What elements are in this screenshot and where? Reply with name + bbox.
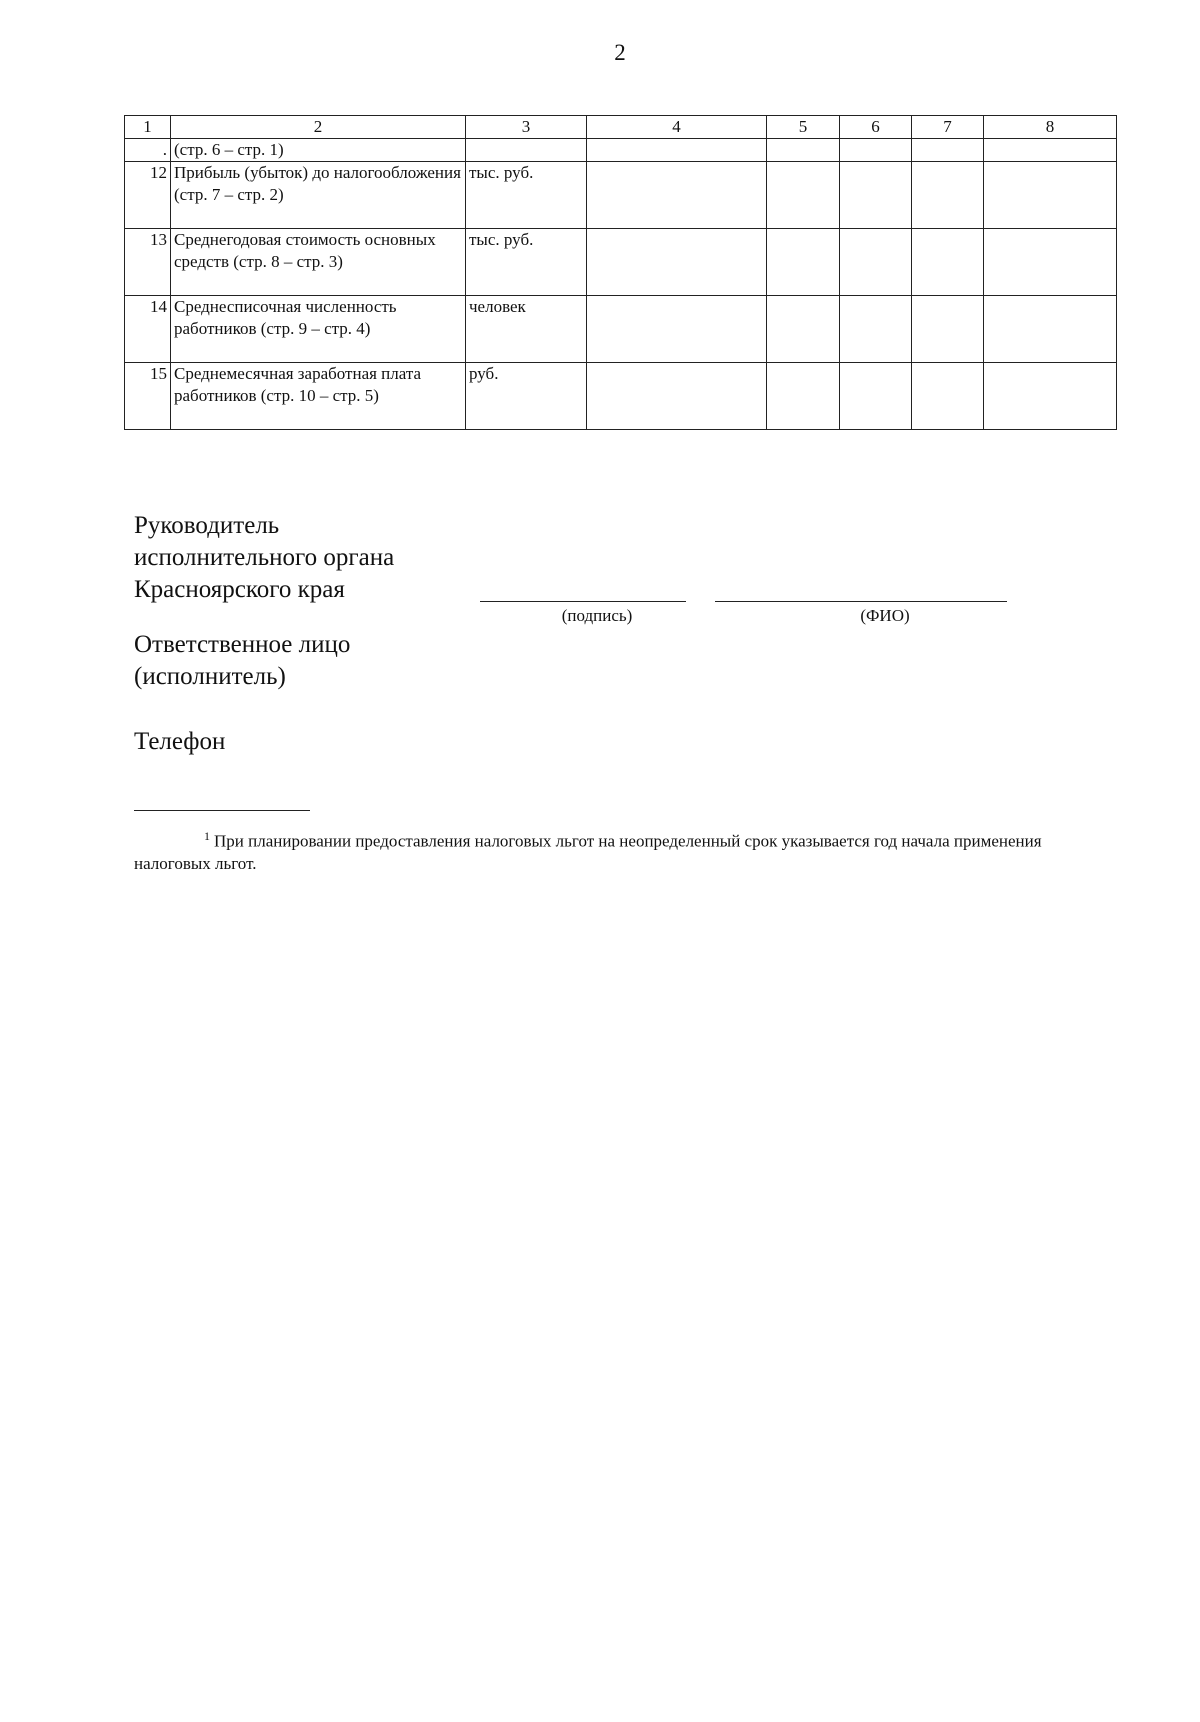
table-cell xyxy=(984,162,1117,229)
table-row xyxy=(125,139,1117,162)
table-cell xyxy=(984,139,1117,162)
table-cell xyxy=(587,363,767,430)
table-cell xyxy=(840,162,912,229)
row-name: Среднемесячная заработная плата работников (стр. 10 – стр. 5) xyxy=(171,363,466,430)
responsible-label-line: Ответственное лицо xyxy=(134,631,351,658)
column-header: 1 xyxy=(125,116,171,139)
table-cell xyxy=(984,296,1117,363)
table-cell xyxy=(912,363,984,430)
signature-caption: (подпись) xyxy=(561,606,633,625)
row-unit: человек xyxy=(466,296,587,363)
row-number: . xyxy=(125,139,171,162)
row-name: Среднесписочная численность работников (стр. 9 – стр. 4) xyxy=(171,296,466,363)
table-cell xyxy=(840,139,912,162)
table-cell xyxy=(840,296,912,363)
table-row xyxy=(125,162,1117,229)
row-unit: тыс. руб. xyxy=(466,229,587,296)
table-cell xyxy=(840,229,912,296)
column-header: 5 xyxy=(767,116,840,139)
responsible-person-label xyxy=(134,629,350,693)
responsible-label-line: (исполнитель) xyxy=(134,663,286,690)
column-header: 8 xyxy=(984,116,1117,139)
table-row xyxy=(125,229,1117,296)
table-header-row xyxy=(125,116,1117,139)
row-number: 12 xyxy=(125,162,171,229)
table-cell xyxy=(767,296,840,363)
table-cell xyxy=(984,229,1117,296)
row-unit: тыс. руб. xyxy=(466,162,587,229)
table-cell xyxy=(912,162,984,229)
row-unit xyxy=(466,139,587,162)
table-cell xyxy=(587,229,767,296)
row-name: Прибыль (убыток) до налогообложения (стр. 7 – стр. 2) xyxy=(171,162,466,229)
table-cell xyxy=(767,162,840,229)
column-header: 6 xyxy=(840,116,912,139)
table-cell xyxy=(587,296,767,363)
fio-line xyxy=(715,601,1007,602)
table-cell xyxy=(840,363,912,430)
column-header: 3 xyxy=(466,116,587,139)
column-header: 7 xyxy=(912,116,984,139)
head-title xyxy=(134,510,394,606)
table-cell xyxy=(984,363,1117,430)
footnote-marker: 1 xyxy=(204,829,210,843)
table-cell xyxy=(912,296,984,363)
table-row xyxy=(125,363,1117,430)
head-title-line: исполнительного органа xyxy=(134,544,395,571)
signature-line xyxy=(480,601,686,602)
table-cell xyxy=(767,229,840,296)
footnote-divider xyxy=(134,810,310,811)
table-row xyxy=(125,296,1117,363)
row-unit: руб. xyxy=(466,363,587,430)
table-cell xyxy=(587,139,767,162)
table-cell xyxy=(912,229,984,296)
head-title-line: Красноярского края xyxy=(134,576,345,603)
column-header: 4 xyxy=(587,116,767,139)
footnote xyxy=(134,825,1109,875)
head-title-line: Руководитель xyxy=(134,512,280,539)
row-name: Среднегодовая стоимость основных средств (стр. 8 – стр. 3) xyxy=(171,229,466,296)
row-number: 15 xyxy=(125,363,171,430)
row-name: (стр. 6 – стр. 1) xyxy=(171,139,466,162)
table-cell xyxy=(767,363,840,430)
table-cell xyxy=(587,162,767,229)
table-cell xyxy=(912,139,984,162)
column-header: 2 xyxy=(171,116,466,139)
fio-caption: (ФИО) xyxy=(860,606,910,625)
indicators-table xyxy=(124,115,1117,430)
page-number: 2 xyxy=(614,40,626,65)
table-cell xyxy=(767,139,840,162)
row-number: 13 xyxy=(125,229,171,296)
row-number: 14 xyxy=(125,296,171,363)
phone-label: Телефон xyxy=(134,728,226,755)
footnote-text: При планировании предоставления налоговых льгот на неопределенный срок указывается год начала применения налоговых льгот. xyxy=(134,831,1042,873)
